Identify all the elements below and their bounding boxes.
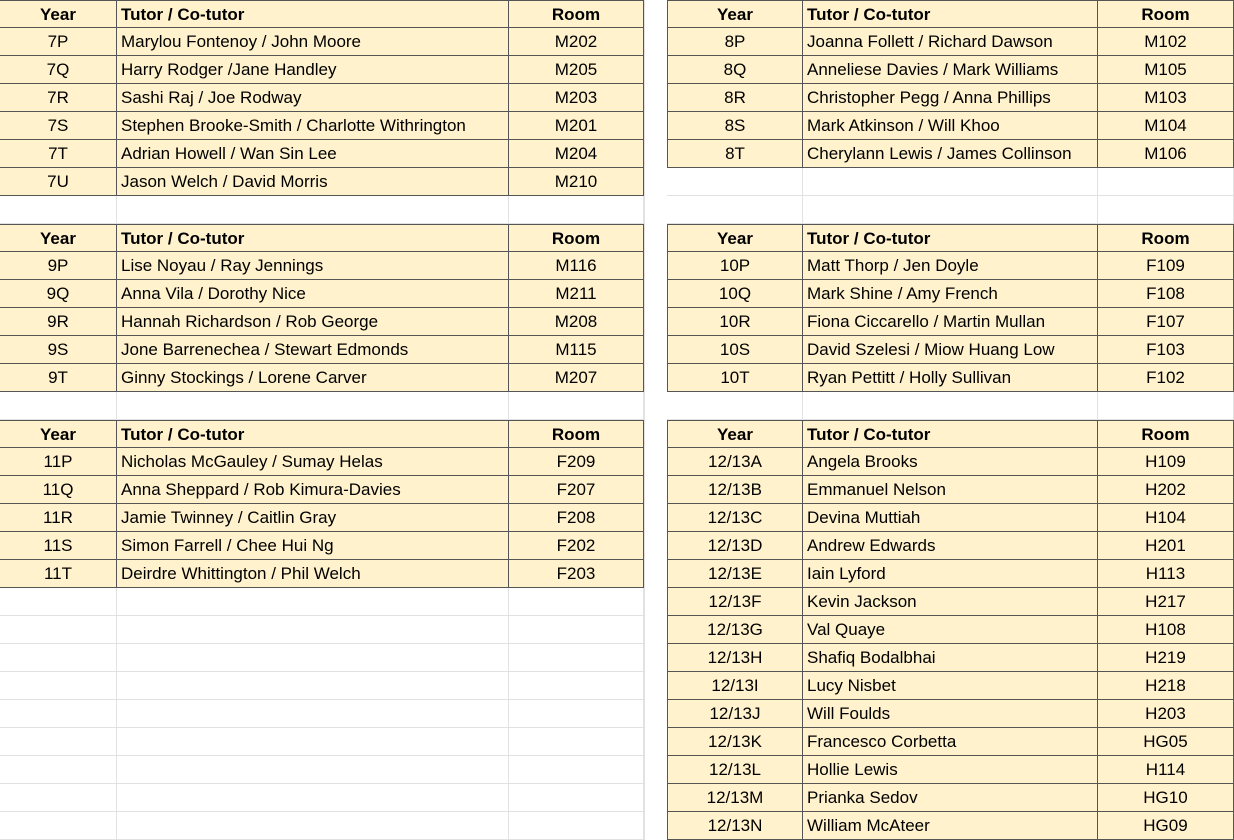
room-cell[interactable]: H108 — [1098, 616, 1234, 644]
room-cell[interactable]: M208 — [509, 308, 644, 336]
year-cell[interactable]: 12/13M — [667, 784, 803, 812]
year-cell[interactable]: 8T — [667, 140, 803, 168]
table-row — [667, 280, 1234, 308]
header-year[interactable]: Year — [667, 0, 803, 28]
table-row — [667, 112, 1234, 140]
table-row — [667, 644, 1234, 672]
year-cell[interactable]: 11P — [0, 448, 117, 476]
header-tutor[interactable]: Tutor / Co-tutor — [803, 0, 1098, 28]
empty-cell[interactable] — [509, 644, 644, 672]
table-row — [667, 784, 1234, 812]
table-row — [667, 700, 1234, 728]
room-cell[interactable]: H104 — [1098, 504, 1234, 532]
year-cell[interactable]: 11S — [0, 532, 117, 560]
room-cell[interactable]: M102 — [1098, 28, 1234, 56]
room-cell[interactable]: HG10 — [1098, 784, 1234, 812]
table-row — [667, 560, 1234, 588]
tutor-cell[interactable]: Andrew Edwards — [803, 532, 1098, 560]
header-tutor[interactable]: Tutor / Co-tutor — [117, 224, 509, 252]
tutor-cell[interactable]: Mark Shine / Amy French — [803, 280, 1098, 308]
tutor-cell[interactable]: Anna Vila / Dorothy Nice — [117, 280, 509, 308]
year-cell[interactable]: 12/13C — [667, 504, 803, 532]
room-cell[interactable]: M204 — [509, 140, 644, 168]
empty-row — [0, 700, 644, 728]
empty-cell[interactable] — [803, 168, 1098, 196]
room-cell[interactable]: F207 — [509, 476, 644, 504]
empty-cell[interactable] — [117, 672, 509, 700]
room-cell[interactable]: M116 — [509, 252, 644, 280]
empty-row — [667, 196, 1234, 224]
tutor-cell[interactable]: Ginny Stockings / Lorene Carver — [117, 364, 509, 392]
year-cell[interactable]: 9Q — [0, 280, 117, 308]
empty-row — [0, 644, 644, 672]
right-sheet-panel — [667, 0, 1234, 840]
table-row — [0, 168, 644, 196]
room-cell[interactable]: H109 — [1098, 448, 1234, 476]
empty-cell[interactable] — [0, 756, 117, 784]
empty-cell[interactable] — [509, 756, 644, 784]
empty-row — [0, 672, 644, 700]
table-row — [0, 84, 644, 112]
table-row — [667, 504, 1234, 532]
tutor-cell[interactable]: Prianka Sedov — [803, 784, 1098, 812]
year-cell[interactable]: 11R — [0, 504, 117, 532]
empty-cell[interactable] — [117, 700, 509, 728]
tutor-cell[interactable]: Emmanuel Nelson — [803, 476, 1098, 504]
table-row — [667, 308, 1234, 336]
empty-cell[interactable] — [1098, 168, 1234, 196]
tutor-cell[interactable]: Jamie Twinney / Caitlin Gray — [117, 504, 509, 532]
header-room[interactable]: Room — [509, 420, 644, 448]
year-cell[interactable]: 12/13I — [667, 672, 803, 700]
tutor-cell[interactable]: Simon Farrell / Chee Hui Ng — [117, 532, 509, 560]
table-row — [0, 280, 644, 308]
tutor-cell[interactable]: Jone Barrenechea / Stewart Edmonds — [117, 336, 509, 364]
table-row — [667, 672, 1234, 700]
room-cell[interactable]: M205 — [509, 56, 644, 84]
table-header-y8 — [667, 0, 1234, 28]
tutor-cell[interactable]: Kevin Jackson — [803, 588, 1098, 616]
empty-cell[interactable] — [509, 812, 644, 840]
year-cell[interactable]: 8Q — [667, 56, 803, 84]
empty-row — [0, 588, 644, 616]
year-cell[interactable]: 12/13D — [667, 532, 803, 560]
table-row — [667, 28, 1234, 56]
header-tutor[interactable]: Tutor / Co-tutor — [117, 420, 509, 448]
year-cell[interactable]: 9S — [0, 336, 117, 364]
tutor-cell[interactable]: Val Quaye — [803, 616, 1098, 644]
tutor-cell[interactable]: Marylou Fontenoy / John Moore — [117, 28, 509, 56]
table-row — [667, 336, 1234, 364]
header-room[interactable]: Room — [509, 0, 644, 28]
empty-cell[interactable] — [0, 616, 117, 644]
header-year[interactable]: Year — [0, 224, 117, 252]
empty-cell[interactable] — [0, 392, 117, 420]
room-cell[interactable]: H202 — [1098, 476, 1234, 504]
year-cell[interactable]: 12/13K — [667, 728, 803, 756]
table-row — [667, 84, 1234, 112]
tutor-cell[interactable]: David Szelesi / Miow Huang Low — [803, 336, 1098, 364]
tutor-cell[interactable]: Mark Atkinson / Will Khoo — [803, 112, 1098, 140]
header-year[interactable]: Year — [667, 224, 803, 252]
empty-cell[interactable] — [0, 588, 117, 616]
tutor-cell[interactable]: Nicholas McGauley / Sumay Helas — [117, 448, 509, 476]
tutor-cell[interactable]: Adrian Howell / Wan Sin Lee — [117, 140, 509, 168]
year-cell[interactable]: 9T — [0, 364, 117, 392]
year-cell[interactable]: 7R — [0, 84, 117, 112]
empty-cell[interactable] — [803, 196, 1098, 224]
year-cell[interactable]: 7T — [0, 140, 117, 168]
room-cell[interactable]: M104 — [1098, 112, 1234, 140]
empty-row — [0, 756, 644, 784]
tutor-cell[interactable]: Angela Brooks — [803, 448, 1098, 476]
table-row — [667, 728, 1234, 756]
empty-cell[interactable] — [509, 672, 644, 700]
room-cell[interactable]: HG09 — [1098, 812, 1234, 840]
year-cell[interactable]: 12/13G — [667, 616, 803, 644]
header-year[interactable]: Year — [0, 420, 117, 448]
year-cell[interactable]: 10Q — [667, 280, 803, 308]
year-cell[interactable]: 7U — [0, 168, 117, 196]
year-cell[interactable]: 9R — [0, 308, 117, 336]
header-room[interactable]: Room — [1098, 420, 1234, 448]
empty-row — [0, 196, 644, 224]
year-cell[interactable]: 12/13H — [667, 644, 803, 672]
room-cell[interactable]: M105 — [1098, 56, 1234, 84]
table-header-y7 — [0, 0, 644, 28]
empty-cell[interactable] — [117, 644, 509, 672]
room-cell[interactable]: F208 — [509, 504, 644, 532]
empty-row — [667, 392, 1234, 420]
tutor-cell[interactable]: Lise Noyau / Ray Jennings — [117, 252, 509, 280]
empty-cell[interactable] — [0, 728, 117, 756]
table-row — [667, 476, 1234, 504]
header-year[interactable]: Year — [0, 0, 117, 28]
table-row — [667, 812, 1234, 840]
year-cell[interactable]: 8S — [667, 112, 803, 140]
empty-cell[interactable] — [509, 392, 644, 420]
tutor-cell[interactable]: Christopher Pegg / Anna Phillips — [803, 84, 1098, 112]
table-row — [0, 532, 644, 560]
room-cell[interactable]: F109 — [1098, 252, 1234, 280]
table-row — [667, 532, 1234, 560]
year-cell[interactable]: 8P — [667, 28, 803, 56]
table-row — [667, 616, 1234, 644]
tutor-cell[interactable]: Hannah Richardson / Rob George — [117, 308, 509, 336]
table-row — [667, 364, 1234, 392]
empty-cell[interactable] — [117, 784, 509, 812]
empty-cell[interactable] — [117, 392, 509, 420]
empty-cell[interactable] — [117, 588, 509, 616]
tutor-cell[interactable]: Fiona Ciccarello / Martin Mullan — [803, 308, 1098, 336]
tutor-cell[interactable]: Ryan Pettitt / Holly Sullivan — [803, 364, 1098, 392]
empty-row — [0, 812, 644, 840]
header-year[interactable]: Year — [667, 420, 803, 448]
empty-cell[interactable] — [117, 728, 509, 756]
tutor-cell[interactable]: Matt Thorp / Jen Doyle — [803, 252, 1098, 280]
tutor-cell[interactable]: Francesco Corbetta — [803, 728, 1098, 756]
empty-cell[interactable] — [509, 616, 644, 644]
room-cell[interactable]: F202 — [509, 532, 644, 560]
empty-cell[interactable] — [509, 784, 644, 812]
year-cell[interactable]: 10S — [667, 336, 803, 364]
year-cell[interactable]: 10P — [667, 252, 803, 280]
header-tutor[interactable]: Tutor / Co-tutor — [117, 0, 509, 28]
year-cell[interactable]: 12/13B — [667, 476, 803, 504]
empty-cell[interactable] — [667, 196, 803, 224]
table-header-y11 — [0, 420, 644, 448]
table-header-y10 — [667, 224, 1234, 252]
table-row — [0, 112, 644, 140]
room-cell[interactable]: H113 — [1098, 560, 1234, 588]
tutor-cell[interactable]: Shafiq Bodalbhai — [803, 644, 1098, 672]
empty-cell[interactable] — [509, 588, 644, 616]
year-cell[interactable]: 12/13E — [667, 560, 803, 588]
tutor-cell[interactable]: William McAteer — [803, 812, 1098, 840]
table-row — [667, 588, 1234, 616]
year-cell[interactable]: 12/13A — [667, 448, 803, 476]
header-room[interactable]: Room — [1098, 224, 1234, 252]
empty-cell[interactable] — [117, 756, 509, 784]
table-row — [0, 252, 644, 280]
tutor-cell[interactable]: Sashi Raj / Joe Rodway — [117, 84, 509, 112]
tutor-cell[interactable]: Jason Welch / David Morris — [117, 168, 509, 196]
tutor-cell[interactable]: Harry Rodger /Jane Handley — [117, 56, 509, 84]
room-cell[interactable]: M211 — [509, 280, 644, 308]
year-cell[interactable]: 10R — [667, 308, 803, 336]
year-cell[interactable]: 7S — [0, 112, 117, 140]
room-cell[interactable]: H218 — [1098, 672, 1234, 700]
empty-cell[interactable] — [0, 700, 117, 728]
table-row — [0, 476, 644, 504]
room-cell[interactable]: H219 — [1098, 644, 1234, 672]
table-row — [0, 504, 644, 532]
table-row — [667, 448, 1234, 476]
room-cell[interactable]: H203 — [1098, 700, 1234, 728]
header-tutor[interactable]: Tutor / Co-tutor — [803, 224, 1098, 252]
empty-cell[interactable] — [117, 616, 509, 644]
tutor-cell[interactable]: Deirdre Whittington / Phil Welch — [117, 560, 509, 588]
year-cell[interactable]: 12/13J — [667, 700, 803, 728]
empty-cell[interactable] — [0, 672, 117, 700]
empty-row — [0, 616, 644, 644]
year-cell[interactable]: 12/13L — [667, 756, 803, 784]
year-cell[interactable]: 11Q — [0, 476, 117, 504]
room-cell[interactable]: F203 — [509, 560, 644, 588]
empty-cell[interactable] — [1098, 392, 1234, 420]
empty-cell[interactable] — [1098, 196, 1234, 224]
table-header-y12 — [667, 420, 1234, 448]
table-header-y9 — [0, 224, 644, 252]
empty-cell[interactable] — [117, 812, 509, 840]
room-cell[interactable]: F108 — [1098, 280, 1234, 308]
table-row — [0, 28, 644, 56]
empty-cell[interactable] — [667, 168, 803, 196]
empty-cell[interactable] — [0, 196, 117, 224]
tutor-cell[interactable]: Lucy Nisbet — [803, 672, 1098, 700]
year-cell[interactable]: 9P — [0, 252, 117, 280]
table-row — [667, 140, 1234, 168]
room-cell[interactable]: M201 — [509, 112, 644, 140]
room-cell[interactable]: M103 — [1098, 84, 1234, 112]
empty-cell[interactable] — [509, 728, 644, 756]
empty-row — [0, 392, 644, 420]
table-row — [0, 336, 644, 364]
table-row — [0, 140, 644, 168]
empty-cell[interactable] — [509, 700, 644, 728]
table-row — [0, 56, 644, 84]
year-cell[interactable]: 12/13N — [667, 812, 803, 840]
room-cell[interactable]: H114 — [1098, 756, 1234, 784]
empty-row — [667, 168, 1234, 196]
header-tutor[interactable]: Tutor / Co-tutor — [803, 420, 1098, 448]
room-cell[interactable]: M202 — [509, 28, 644, 56]
empty-cell[interactable] — [803, 392, 1098, 420]
table-row — [667, 56, 1234, 84]
empty-cell[interactable] — [0, 784, 117, 812]
tutor-cell[interactable]: Stephen Brooke-Smith / Charlotte Withrington — [117, 112, 509, 140]
year-cell[interactable]: 7Q — [0, 56, 117, 84]
room-cell[interactable]: F103 — [1098, 336, 1234, 364]
tutor-cell[interactable]: Anna Sheppard / Rob Kimura-Davies — [117, 476, 509, 504]
year-cell[interactable]: 7P — [0, 28, 117, 56]
column-gutter — [644, 0, 668, 840]
empty-cell[interactable] — [509, 196, 644, 224]
tutor-cell[interactable]: Devina Muttiah — [803, 504, 1098, 532]
year-cell[interactable]: 10T — [667, 364, 803, 392]
year-cell[interactable]: 11T — [0, 560, 117, 588]
empty-row — [0, 784, 644, 812]
room-cell[interactable]: HG05 — [1098, 728, 1234, 756]
table-row — [667, 756, 1234, 784]
header-room[interactable]: Room — [509, 224, 644, 252]
table-row — [0, 560, 644, 588]
empty-cell[interactable] — [0, 812, 117, 840]
table-row — [0, 308, 644, 336]
empty-cell[interactable] — [667, 392, 803, 420]
year-cell[interactable]: 12/13F — [667, 588, 803, 616]
tutor-cell[interactable]: Joanna Follett / Richard Dawson — [803, 28, 1098, 56]
room-cell[interactable]: F209 — [509, 448, 644, 476]
tutor-cell[interactable]: Anneliese Davies / Mark Williams — [803, 56, 1098, 84]
tutor-cell[interactable]: Cherylann Lewis / James Collinson — [803, 140, 1098, 168]
tutor-cell[interactable]: Will Foulds — [803, 700, 1098, 728]
empty-cell[interactable] — [0, 644, 117, 672]
room-cell[interactable]: F102 — [1098, 364, 1234, 392]
table-row — [667, 252, 1234, 280]
room-cell[interactable]: M106 — [1098, 140, 1234, 168]
room-cell[interactable]: M210 — [509, 168, 644, 196]
room-cell[interactable]: M115 — [509, 336, 644, 364]
room-cell[interactable]: M207 — [509, 364, 644, 392]
year-cell[interactable]: 8R — [667, 84, 803, 112]
room-cell[interactable]: M203 — [509, 84, 644, 112]
empty-row — [0, 728, 644, 756]
room-cell[interactable]: H201 — [1098, 532, 1234, 560]
tutor-cell[interactable]: Iain Lyford — [803, 560, 1098, 588]
table-row — [0, 364, 644, 392]
table-row — [0, 448, 644, 476]
room-cell[interactable]: F107 — [1098, 308, 1234, 336]
room-cell[interactable]: H217 — [1098, 588, 1234, 616]
header-room[interactable]: Room — [1098, 0, 1234, 28]
empty-cell[interactable] — [117, 196, 509, 224]
tutor-cell[interactable]: Hollie Lewis — [803, 756, 1098, 784]
